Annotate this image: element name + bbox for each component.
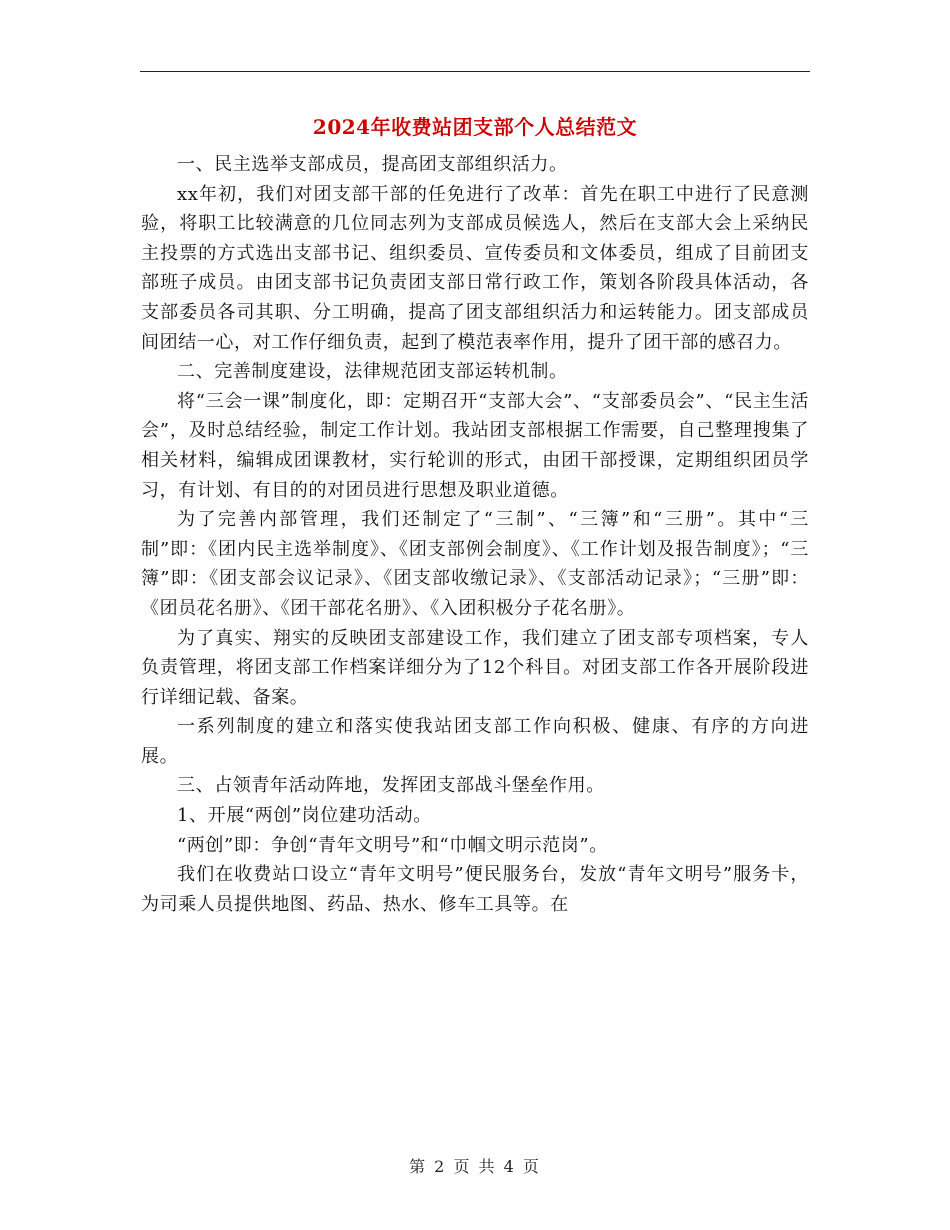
header-rule [140, 71, 810, 72]
paragraph: xx年初，我们对团支部干部的任免进行了改革：首先在职工中进行了民意测验，将职工比较满意的几位同志列为支部成员候选人，然后在支部大会上采纳民主投票的方式选出支部书记、组织委员、宣传委员和文体委员，组成了目前团支部班子成员。由团支部书记负责团支部日常行政工作，策划各阶段具体活动，各支部委员各司其职、分工明确，提高了团支部组织活力和运转能力。团支部成员间团结一心，对工作仔细负责，起到了模范表率作用，提升了团干部的感召力。 [141, 183, 809, 353]
paragraph: 为了完善内部管理，我们还制定了“三制”、“三簿”和“三册”。其中“三制”即：《团内民主选举制度》、《团支部例会制度》、《工作计划及报告制度》；“三簿”即：《团支部会议记录》、《团支部收缴记录》、《支部活动记录》；“三册”即：《团员花名册》、《团干部花名册》、《入团积极分子花名册》。 [141, 509, 809, 619]
subsection-heading: 1、开展“两创”岗位建功活动。 [177, 805, 432, 827]
section-heading-1: 一、民主选举支部成员，提高团支部组织活力。 [177, 154, 568, 175]
paragraph: “两创”即：争创“青年文明号”和“巾帼文明示范岗”。 [177, 834, 608, 856]
section-heading-2: 二、完善制度建设，法律规范团支部运转机制。 [177, 361, 568, 383]
section-heading-3: 三、占领青年活动阵地，发挥团支部战斗堡垒作用。 [177, 775, 605, 797]
document-title: 2024年收费站团支部个人总结范文 [312, 115, 638, 139]
paragraph: 我们在收费站口设立“青年文明号”便民服务台，发放“青年文明号”服务卡，为司乘人员提供地图、药品、热水、修车工具等。在 [141, 864, 809, 915]
paragraph: 为了真实、翔实的反映团支部建设工作，我们建立了团支部专项档案，专人负责管理，将团支部工作档案详细分为了12个科目。对团支部工作各开展阶段进行详细记载、备案。 [141, 627, 809, 708]
document-body [141, 108, 809, 919]
paragraph: 将“三会一课”制度化，即：定期召开“支部大会”、“支部委员会”、“民主生活会”，及时总结经验，制定工作计划。我站团支部根据工作需要，自己整理搜集了相关材料，编辑成团课教材，实行轮训的形式，由团干部授课，定期组织团员学习，有计划、有目的的对团员进行思想及职业道德。 [141, 390, 809, 501]
paragraph: 一系列制度的建立和落实使我站团支部工作向积极、健康、有序的方向进展。 [141, 716, 809, 767]
page-number: 第 2 页 共 4 页 [409, 1157, 541, 1176]
